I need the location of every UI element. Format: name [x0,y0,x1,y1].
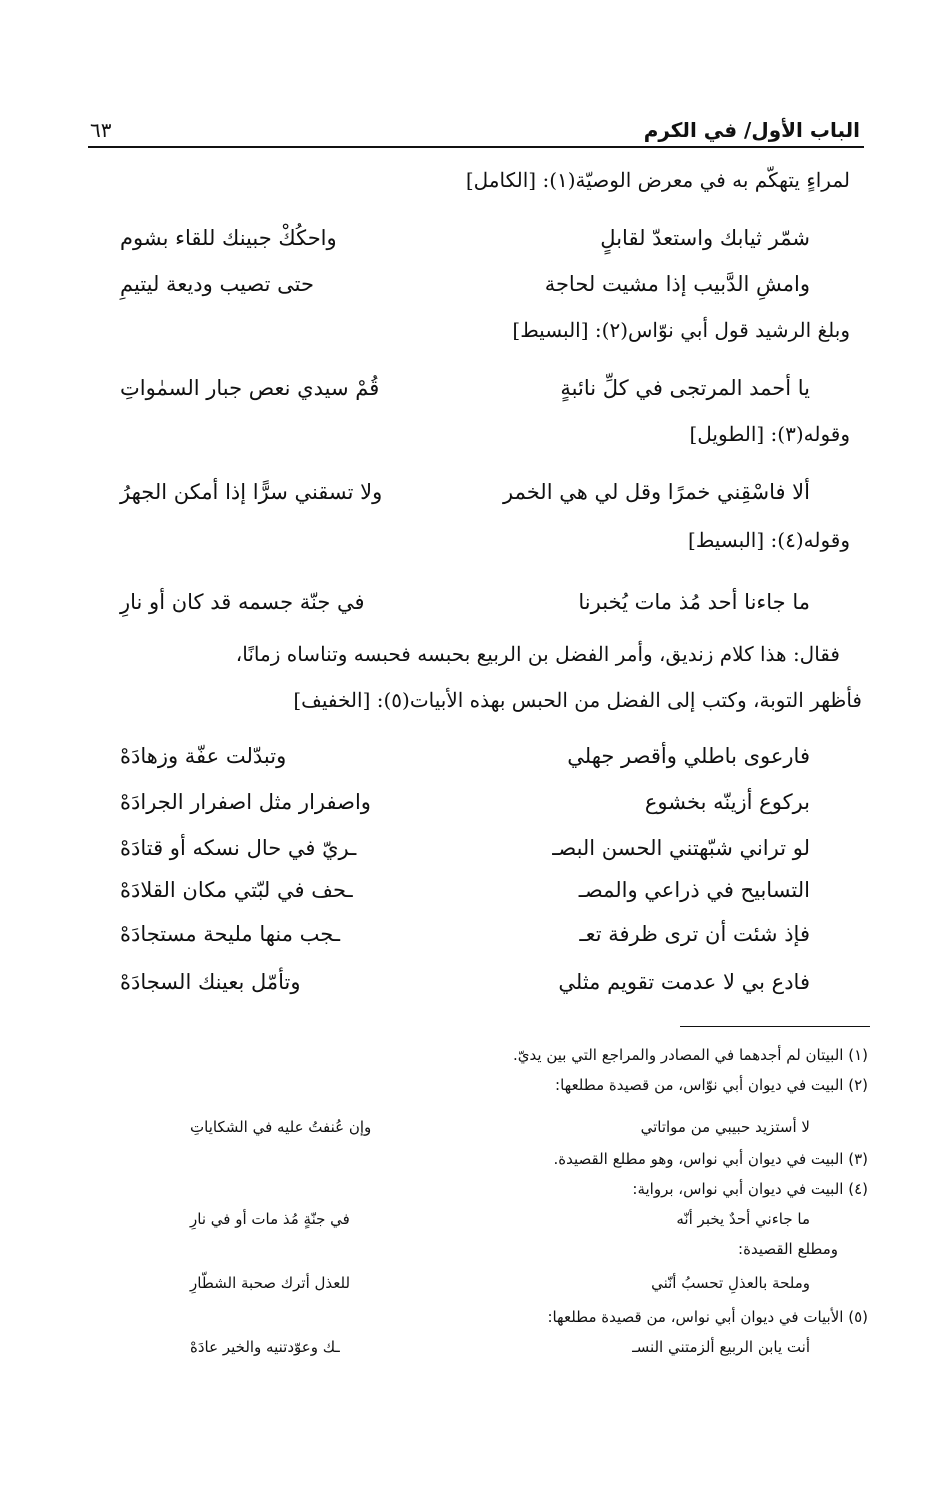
verse-second-hemistich: قُمْ سيدي نعص جبار السمٰواتِ [120,376,380,400]
verse-first-hemistich: لو تراني شبّهتني الحسن البصـ [552,836,810,860]
qawluh-4: وقوله(٤): [البسيط] [688,528,850,552]
verse-second-hemistich: وإن عُنفتُ عليه في الشكاياتِ [190,1118,372,1136]
footnote-1: (١) البيتان لم أجدهما في المصادر والمراجع التي بين يديّ. [513,1046,868,1064]
footnote-verse [190,1274,810,1292]
footnote-3: (٣) البيت في ديوان أبي نواس، وهو مطلع القصيدة. [553,1150,868,1168]
footnote-verse [190,1338,810,1356]
verse-first-hemistich: شمّر ثيابك واستعدّ لقابلٍ [600,226,810,250]
paragraph-line-2: فأظهر التوبة، وكتب إلى الفضل من الحبس بهذه الأبيات(٥): [الخفيف] [293,688,862,712]
verse-line [120,264,810,304]
page-number: ٦٣ [90,118,112,142]
verse-second-hemistich: ولا تسقني سرًّا إذا أمكن الجهرُ [120,480,383,504]
footnote-4: (٤) البيت في ديوان أبي نواس، برواية: [632,1180,868,1198]
verse-second-hemistich: وتأمّل بعينك السجادَهْ [120,970,301,994]
paragraph-line-1: فقال: هذا كلام زنديق، وأمر الفضل بن الربيع بحبسه فحبسه وتناساه زمانًا، [235,642,840,666]
footnote-4-sub: ومطلع القصيدة: [738,1240,838,1258]
verse-first-hemistich: لا أستزيد حبيبي من مواتاتي [640,1118,810,1136]
verse-line [120,368,810,408]
verse-line [120,962,810,1002]
rashid-line: وبلغ الرشيد قول أبي نوّاس(٢): [البسيط] [512,318,850,342]
verse-first-hemistich: فارعوى باطلي وأقصر جهلي [567,744,810,768]
footnote-2: (٢) البيت في ديوان أبي نوّاس، من قصيدة مطلعها: [555,1076,868,1094]
footnote-verse [190,1118,810,1136]
verse-first-hemistich: بركوع أزينّه بخشوع [644,790,810,814]
verse-second-hemistich: حتى تصيب وديعة ليتيمِ [120,272,314,296]
verse-line [120,914,810,954]
verse-line [120,218,810,258]
verse-line [120,870,810,910]
verse-line [120,582,810,622]
footnote-rule [680,1026,870,1027]
verse-first-hemistich: فإذ شئت أن ترى ظرفة تعـ [579,922,810,946]
verse-first-hemistich: ما جاءنا أحد مُذ مات يُخبرنا [578,590,810,614]
verse-second-hemistich: للعذل أترك صحبة الشطّارِ [190,1274,351,1292]
header-rule [88,146,864,148]
verse-second-hemistich: ـجب منها مليحة مستجادَهْ [120,922,340,946]
running-header [90,102,860,142]
verse-first-hemistich: التسابيح في ذراعي والمصـ [578,878,810,902]
verse-second-hemistich: وتبدّلت عفّة وزهادَهْ [120,744,287,768]
verse-second-hemistich: ـريّ في حال نسكه أو قتادَهْ [120,836,357,860]
verse-line [120,736,810,776]
verse-second-hemistich: ـك وعوّدتنيه والخير عادَهْ [190,1338,340,1356]
verse-line [120,472,810,512]
chapter-title: الباب الأول/ في الكرم [643,118,860,142]
verse-first-hemistich: وملحة بالعذلِ تحسبُ أنّني [651,1274,810,1292]
verse-first-hemistich: ألا فاسْقِني خمرًا وقل لي هي الخمر [503,480,810,504]
verse-first-hemistich: فادع بي لا عدمت تقويم مثلي [558,970,810,994]
verse-second-hemistich: في جنّةٍ مُذ مات أو في نارِ [190,1210,350,1228]
verse-second-hemistich: واحكُكْ جبينك للقاء بشوم [120,226,337,250]
verse-line [120,782,810,822]
qawluh-3: وقوله(٣): [الطويل] [689,422,850,446]
footnote-verse [190,1210,810,1228]
footnote-5: (٥) الأبيات في ديوان أبي نواس، من قصيدة مطلعها: [547,1308,868,1326]
verse-first-hemistich: ما جاءني أحدٌ يخبر أنّه [676,1210,810,1228]
verse-first-hemistich: وامشِ الدَّبيب إذا مشيت لحاجة [544,272,810,296]
verse-second-hemistich: واصفرار مثل اصفرار الجرادَهْ [120,790,371,814]
verse-first-hemistich: يا أحمد المرتجى في كلِّ نائبةٍ [560,376,810,400]
verse-first-hemistich: أنت يابن الربيع ألزمتني النسـ [632,1338,810,1356]
verse-second-hemistich: ـحف في لبّتي مكان القلادَهْ [120,878,353,902]
intro-line: لمراءٍ يتهكّم به في معرض الوصيّة(١): [الكامل] [465,168,850,192]
verse-second-hemistich: في جنّة جسمه قد كان أو نارِ [120,590,365,614]
verse-line [120,828,810,868]
